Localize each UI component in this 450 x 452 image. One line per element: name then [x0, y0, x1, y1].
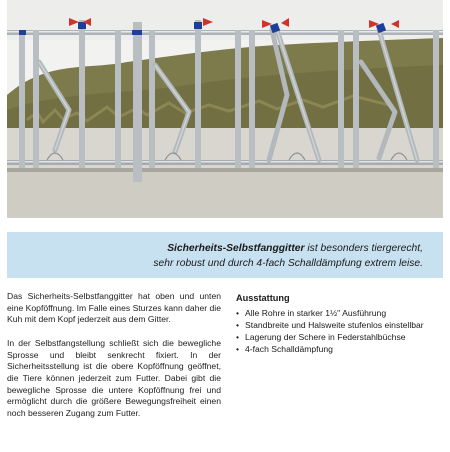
tagline-banner [7, 232, 443, 278]
cattle-headlock-gate-photo [7, 0, 443, 218]
tagline-line1 [17, 241, 423, 256]
feature-item: • Lagerung der Schere in Federstahlbüchse [236, 332, 448, 344]
features-list [236, 308, 448, 356]
feature-item: • Alle Rohre in starker 1½" Ausführung [236, 308, 448, 320]
features-heading: Ausstattung [236, 293, 290, 303]
description-paragraph-2: In der Selbstfangstellung schließt sich die bewegliche Sprosse und bleibt senkrecht fixiert. In der Sicherheitsstellung ist die obere Kopföffnung geöffnet, die Tiere können jederzeit zum Futter. Dabei gibt die bewegliche Sprosse die untere Kopföffnung frei und ermöglicht durch die größere Bewegungsfreiheit einen noch besseren Zugang zum Futter. [7, 337, 221, 419]
tagline-brand: Sicherheits-Selbstfanggitter [167, 243, 305, 254]
feature-item: • 4-fach Schalldämpfung [236, 344, 448, 356]
tagline-line2: sehr robust und durch 4-fach Schalldämpfung extrem leise. [153, 258, 423, 269]
features-column [236, 293, 448, 356]
description-column [7, 291, 221, 431]
feature-item: • Standbreite und Halsweite stufenlos einstellbar [236, 320, 448, 332]
description-paragraph-1: Das Sicherheits-Selbstfanggitter hat oben und unten eine Kopföffnung. Im Falle eines Sturzes kann daher die Kuh mit dem Kopf jederzeit aus dem Gitter. [7, 291, 221, 325]
tagline-rest: ist besonders tiergerecht, [304, 243, 423, 254]
product-photo [7, 0, 443, 218]
